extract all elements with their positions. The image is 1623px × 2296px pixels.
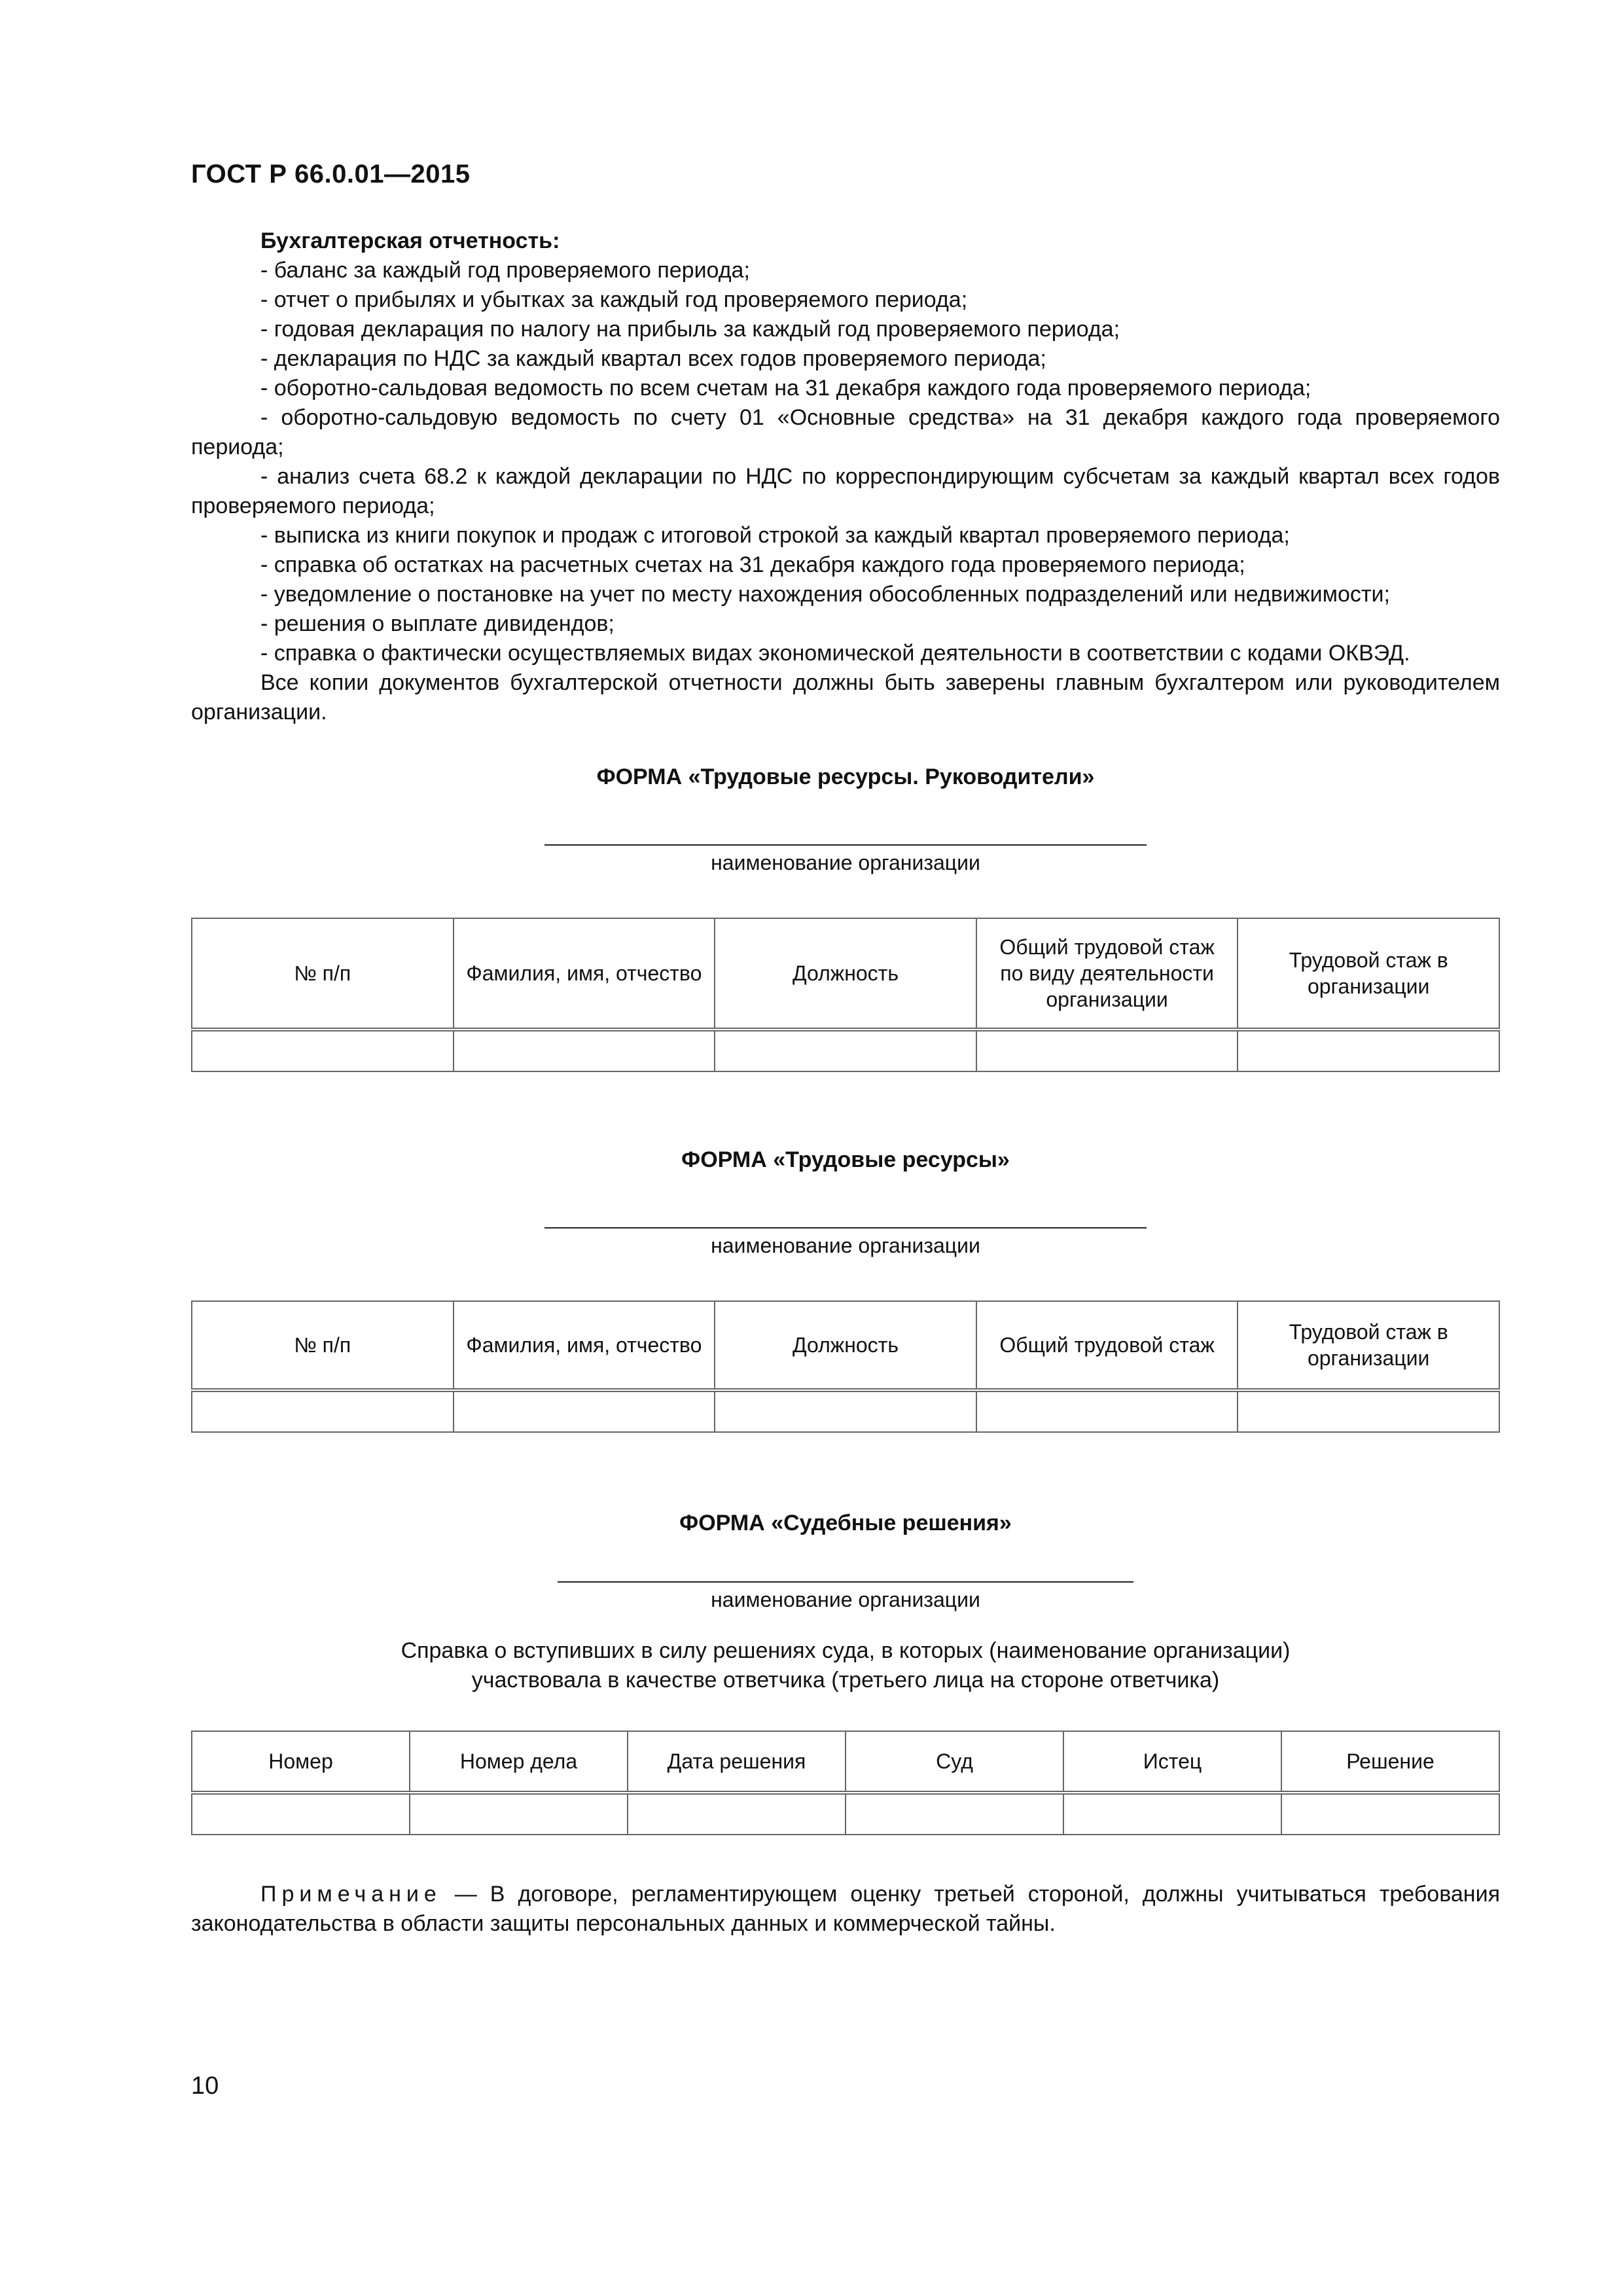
form-title: ФОРМА «Трудовые ресурсы. Руководители» xyxy=(596,764,1095,789)
column-header: № п/п xyxy=(192,918,454,1030)
org-name-label: наименование организации xyxy=(711,851,980,874)
note-paragraph xyxy=(191,1880,1500,1939)
column-header: Дата решения xyxy=(628,1731,846,1793)
column-header: Суд xyxy=(846,1731,1063,1793)
list-item: - выписка из книги покупок и продаж с итоговой строкой за каждый квартал проверяемого периода; xyxy=(260,523,1290,548)
list-item: - оборотно-сальдовую ведомость по счету 01 «Основные средства» на 31 декабря каждого года проверяемого периода; xyxy=(191,405,1500,459)
table-cell xyxy=(454,1390,715,1432)
section-title: Бухгалтерская отчетность: xyxy=(260,228,560,253)
court-decisions-table xyxy=(191,1731,1500,1835)
table-row xyxy=(192,1793,1499,1835)
list-item: - справка о фактически осуществляемых видах экономической деятельности в соответствии с кодами ОКВЭД. xyxy=(260,641,1410,666)
table-cell xyxy=(1238,1390,1499,1432)
list-item: - баланс за каждый год проверяемого периода; xyxy=(260,258,750,283)
column-header: Фамилия, имя, отчество xyxy=(454,1301,715,1390)
org-name-label: наименование организации xyxy=(711,1588,980,1611)
column-header: Фамилия, имя, отчество xyxy=(454,918,715,1030)
table-cell xyxy=(976,1390,1238,1432)
table-row xyxy=(192,1030,1499,1071)
table-cell xyxy=(715,1030,976,1071)
table-cell xyxy=(1281,1793,1499,1835)
column-header: Номер xyxy=(192,1731,410,1793)
table-cell xyxy=(846,1793,1063,1835)
table-cell xyxy=(410,1793,628,1835)
page-content xyxy=(191,226,1500,1939)
column-header: Трудовой стаж в организации xyxy=(1238,1301,1499,1390)
list-item: - уведомление о постановке на учет по месту нахождения обособленных подразделений или недвижимости; xyxy=(260,582,1390,607)
closing-paragraph: Все копии документов бухгалтерской отчетности должны быть заверены главным бухгалтером или руководителем организации. xyxy=(191,670,1500,725)
form-description: Справка о вступивших в силу решениях суда, в которых (наименование организации) xyxy=(401,1638,1291,1663)
column-header: Общий трудовой стаж по виду деятельности организации xyxy=(976,918,1238,1030)
table-cell xyxy=(192,1793,410,1835)
list-item: - декларация по НДС за каждый квартал всех годов проверяемого периода; xyxy=(260,346,1046,371)
list-item: - отчет о прибылях и убытках за каждый год проверяемого периода; xyxy=(260,287,968,312)
org-name-block xyxy=(191,844,1500,877)
table-row xyxy=(192,1390,1499,1432)
column-header: Общий трудовой стаж xyxy=(976,1301,1238,1390)
list-item: - годовая декларация по налогу на прибыль за каждый год проверяемого периода; xyxy=(260,317,1120,342)
column-header: № п/п xyxy=(192,1301,454,1390)
form-title: ФОРМА «Трудовые ресурсы» xyxy=(681,1147,1010,1172)
org-name-block xyxy=(191,1227,1500,1260)
note-label: Примечание xyxy=(260,1882,442,1907)
table-cell xyxy=(192,1390,454,1432)
page-number: 10 xyxy=(191,2072,219,2100)
table-cell xyxy=(454,1030,715,1071)
org-name-block xyxy=(191,1581,1500,1614)
form-title: ФОРМА «Судебные решения» xyxy=(679,1511,1012,1535)
column-header: Должность xyxy=(715,1301,976,1390)
staff-managers-table xyxy=(191,918,1500,1072)
column-header: Номер дела xyxy=(410,1731,628,1793)
staff-table xyxy=(191,1300,1500,1433)
org-name-label: наименование организации xyxy=(711,1234,980,1257)
column-header: Трудовой стаж в организации xyxy=(1238,918,1499,1030)
note-text: — В договоре, регламентирующем оценку третьей стороной, должны учитываться требования законодательства в области защиты персональных данных и коммерческой тайны. xyxy=(191,1882,1500,1936)
list-item: - справка об остатках на расчетных счетах на 31 декабря каждого года проверяемого периода; xyxy=(260,552,1245,577)
list-item: - решения о выплате дивидендов; xyxy=(260,611,615,636)
document-header: ГОСТ Р 66.0.01—2015 xyxy=(191,160,471,188)
table-cell xyxy=(976,1030,1238,1071)
list-item: - оборотно-сальдовая ведомость по всем счетам на 31 декабря каждого года проверяемого периода; xyxy=(260,376,1311,401)
table-cell xyxy=(715,1390,976,1432)
column-header: Должность xyxy=(715,918,976,1030)
table-cell xyxy=(1238,1030,1499,1071)
list-item: - анализ счета 68.2 к каждой декларации по НДС по корреспондирующим субсчетам за каждый квартал всех годов проверяемого периода; xyxy=(191,464,1500,518)
table-cell xyxy=(628,1793,846,1835)
column-header: Истец xyxy=(1063,1731,1281,1793)
table-cell xyxy=(1063,1793,1281,1835)
column-header: Решение xyxy=(1281,1731,1499,1793)
table-cell xyxy=(192,1030,454,1071)
form-description: участвовала в качестве ответчика (третьего лица на стороне ответчика) xyxy=(471,1668,1220,1693)
